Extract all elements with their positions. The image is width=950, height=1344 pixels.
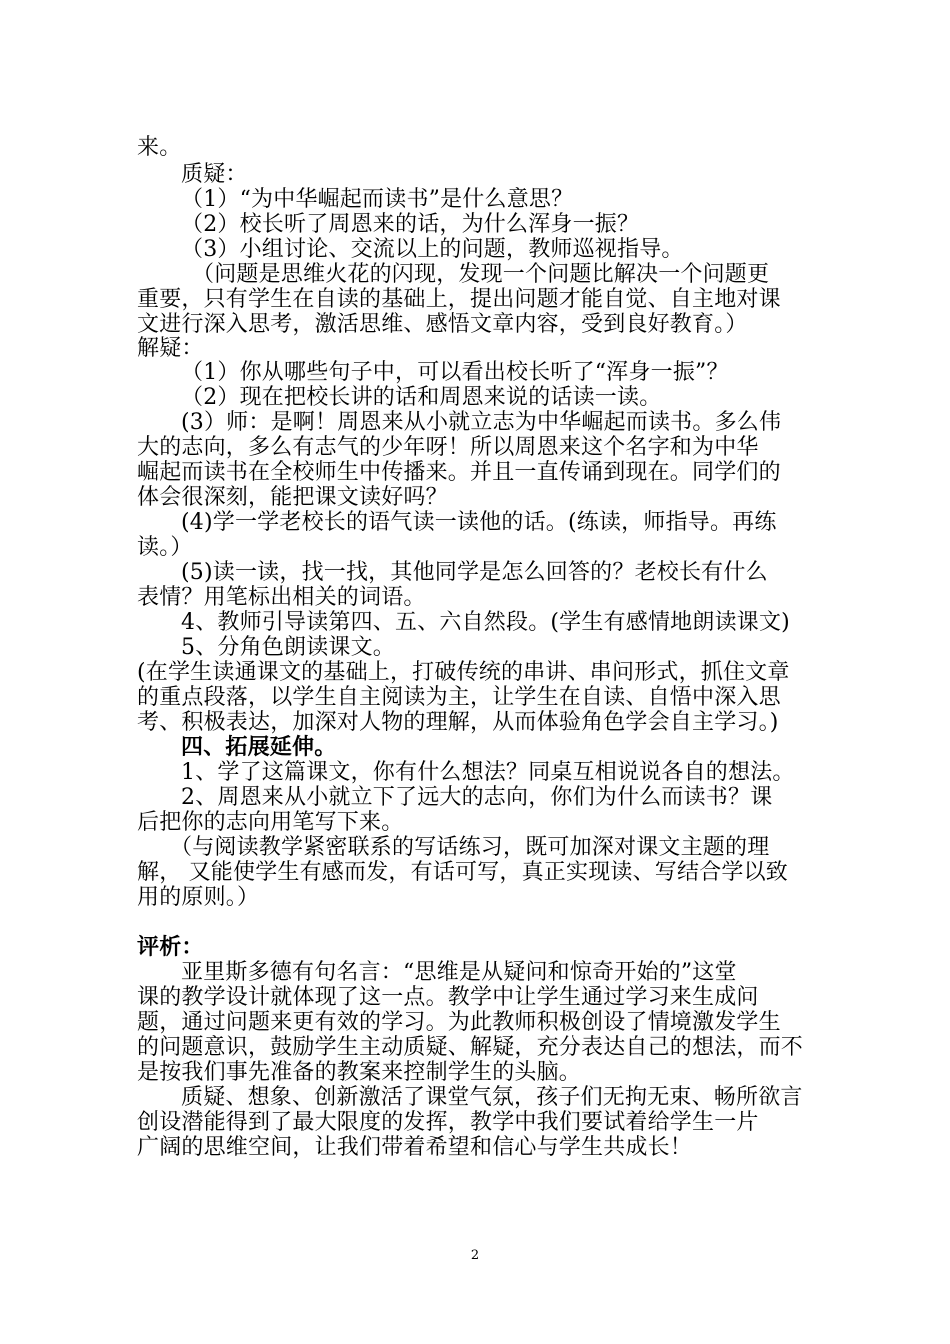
text-line: 是按我们事先准备的教案来控制学生的头脑。 (137, 1060, 582, 1085)
text-line: 创设潜能得到了最大限度的发挥，教学中我们要试着给学生一片 (137, 1110, 759, 1135)
text-line: 1、学了这篇课文，你有什么想法？同桌互相说说各自的想法。 (181, 760, 795, 785)
text-line: (4)学一学老校长的语气读一读他的话。(练读，师指导。再练 (181, 510, 777, 535)
text-line: (5)读一读，找一找，其他同学是怎么回答的？老校长有什么 (181, 560, 768, 585)
text-line: 解， 又能使学生有感而发，有话可写，真正实现读、写结合学以致 (137, 860, 788, 885)
text-line: （与阅读教学紧密联系的写话练习，既可加深对课文主题的理 (170, 835, 770, 860)
text-line: 大的志向，多么有志气的少年呀！所以周恩来这个名字和为中华 (137, 435, 759, 460)
text-line: 崛起而读书在全校师生中传播来。并且一直传诵到现在。同学们的 (137, 460, 781, 485)
text-line: 4、教师引导读第四、五、六自然段。(学生有感情地朗读课文) (181, 610, 790, 635)
text-line: 考、积极表达，加深对人物的理解，从而体验角色学会自主学习。) (137, 710, 779, 735)
text-line: 后把你的志向用笔写下来。 (137, 810, 404, 835)
text-line: 课的教学设计就体现了这一点。教学中让学生通过学习来生成问 (137, 985, 759, 1010)
text-line: 的问题意识，鼓励学生主动质疑、解疑，充分表达自己的想法，而不 (137, 1035, 804, 1060)
text-line: (在学生读通课文的基础上，打破传统的串讲、串问形式，抓住文章 (137, 660, 790, 685)
text-line: 文进行深入思考，激活思维、感悟文章内容，受到良好教育。） (137, 312, 748, 337)
text-line: 用的原则。） (137, 885, 260, 910)
text-line: （2）现在把校长讲的话和周恩来说的话读一读。 (181, 385, 662, 410)
text-line: (3）师：是啊！周恩来从小就立志为中华崛起而读书。多么伟 (181, 410, 782, 435)
text-line: 质疑、想象、创新激活了课堂气氛，孩子们无拘无束、畅所欲言 (181, 1085, 803, 1110)
text-line: 解疑： (137, 336, 204, 361)
text-line: 2、周恩来从小就立下了远大的志向，你们为什么而读书？课 (181, 785, 773, 810)
text-line: 来。 (137, 135, 182, 160)
text-line: （问题是思维火花的闪现，发现一个问题比解决一个问题更 (192, 262, 770, 287)
text-line: （1）“为中华崛起而读书”是什么意思？ (181, 187, 574, 212)
text-line: 广阔的思维空间，让我们带着希望和信心与学生共成长！ (137, 1135, 693, 1160)
text-line: （1）你从哪些句子中，可以看出校长听了“浑身一振”？ (181, 360, 729, 385)
text-line: （2）校长听了周恩来的话，为什么浑身一振？ (181, 212, 640, 237)
text-line: （3）小组讨论、交流以上的问题，教师巡视指导。 (181, 237, 684, 262)
text-line: 亚里斯多德有句名言：“思维是从疑问和惊奇开始的”这堂 (181, 960, 737, 985)
text-line: 表情？用笔标出相关的词语。 (137, 585, 426, 610)
text-line: 重要，只有学生在自读的基础上，提出问题才能自觉、自主地对课 (137, 287, 781, 312)
text-line: 读。） (137, 535, 193, 560)
section-heading: 评析： (137, 935, 204, 960)
text-line: 质疑： (181, 162, 248, 187)
text-line: 题，通过问题来更有效的学习。为此教师积极创设了情境激发学生 (137, 1010, 781, 1035)
text-line: 体会很深刻，能把课文读好吗？ (137, 485, 448, 510)
page-number: 2 (470, 1248, 480, 1263)
text-line: 5、分角色朗读课文。 (181, 635, 395, 660)
section-heading: 四、拓展延伸。 (181, 735, 337, 760)
text-line: 的重点段落，以学生自主阅读为主，让学生在自读、自悟中深入思 (137, 685, 781, 710)
